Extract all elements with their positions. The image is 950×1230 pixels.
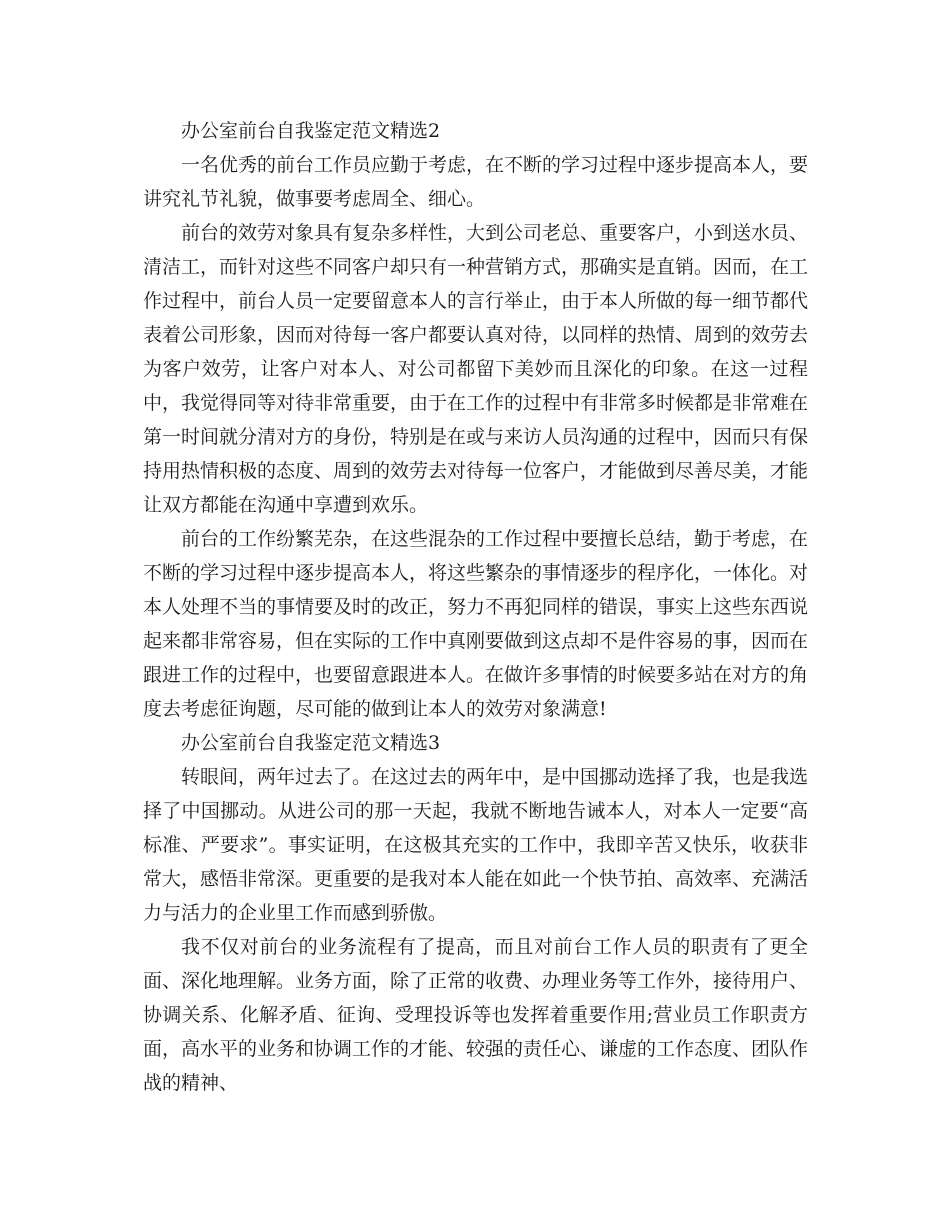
document-body <box>143 114 808 1100</box>
section-heading: 办公室前台自我鉴定范文精选3 <box>181 732 441 754</box>
body-paragraph: 一名优秀的前台工作员应勤于考虑，在不断的学习过程中逐步提高本人，要讲究礼节礼貌，做事要考虑周全、细心。 <box>143 154 809 210</box>
section-heading: 办公室前台自我鉴定范文精选2 <box>181 120 441 142</box>
body-paragraph: 前台的工作纷繁芜杂，在这些混杂的工作过程中要擅长总结，勤于考虑，在不断的学习过程中逐步提高本人，将这些繁杂的事情逐步的程序化，一体化。对本人处理不当的事情要及时的改正，努力不再犯同样的错误，事实上这些东西说起来都非常容易，但在实际的工作中真刚要做到这点却不是件容易的事，因而在跟进工作的过程中，也要留意跟进本人。在做许多事情的时候要多站在对方的角度去考虑征询题，尽可能的做到让本人的效劳对象满意! <box>143 528 809 720</box>
body-paragraph: 前台的效劳对象具有复杂多样性，大到公司老总、重要客户，小到送水员、清洁工，而针对这些不同客户却只有一种营销方式，那确实是直销。因而，在工作过程中，前台人员一定要留意本人的言行举止，由于本人所做的每一细节都代表着公司形象，因而对待每一客户都要认真对待，以同样的热情、周到的效劳去为客户效劳，让客户对本人、对公司都留下美妙而且深化的印象。在这一过程中，我觉得同等对待非常重要，由于在工作的过程中有非常多时候都是非常难在第一时间就分清对方的身份，特别是在或与来访人员沟通的过程中，因而只有保持用热情积极的态度、周到的效劳去对待每一位客户，才能做到尽善尽美，才能让双方都能在沟通中享遭到欢乐。 <box>143 222 809 516</box>
body-paragraph: 转眼间，两年过去了。在这过去的两年中，是中国挪动选择了我，也是我选择了中国挪动。从进公司的那一天起，我就不断地告诫本人，对本人一定要“高标准、严要求”。事实证明，在这极其充实的工作中，我即辛苦又快乐，收获非常大，感悟非常深。更重要的是我对本人能在如此一个快节拍、高效率、充满活力与活力的企业里工作而感到骄傲。 <box>143 766 809 924</box>
body-paragraph: 我不仅对前台的业务流程有了提高，而且对前台工作人员的职责有了更全面、深化地理解。业务方面，除了正常的收费、办理业务等工作外，接待用户、协调关系、化解矛盾、征询、受理投诉等也发挥着重要作用;营业员工作职责方面，高水平的业务和协调工作的才能、较强的责任心、谦虚的工作态度、团队作战的精神、 <box>143 936 809 1094</box>
